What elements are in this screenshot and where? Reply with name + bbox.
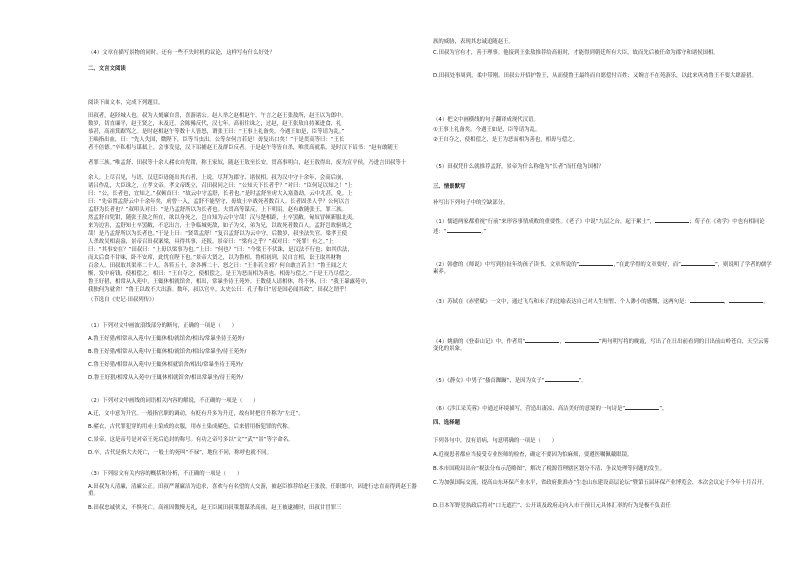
q2-option-d: D.卒，古代是指大夫死亡，一般士的死叫“不禄”，地位不同，称呼也就不同。 [88, 450, 272, 456]
answer-blank[interactable] [681, 259, 715, 266]
dictation-text: ； [689, 219, 695, 225]
dictation-item-4 [433, 336, 773, 354]
dictation-text: （5）《静女》中男子“搔首踟蹰”，是因为女子“ [433, 378, 545, 384]
passage-line: 然孟舒自髡钳，随张王敖之所在，欲以身死之，岂自知为云中守哉！汉与楚相距，士卒罢敝。匈奴冒顿新服北夷， [88, 215, 358, 221]
passage-line: 孟舒为长者也？”叔叩头对曰：“是乃孟舒所以为长者也。夫贯高等谋反，上下明诏，赵有敢随张王，罪三族。 [88, 207, 347, 213]
answer-blank[interactable] [690, 296, 724, 303]
answer-blank[interactable] [729, 296, 763, 303]
q3-option-b: B.田叔忠诚侠义，不惧死亡。高祖因傲慢无礼，赵王臣属田叔策划谋杀高祖，赵王被逮捕时，田叔甘冒罪三 [88, 505, 342, 511]
dictation-text: ”。 [578, 378, 587, 384]
dictation-text: （2）韩愈的《师说》中写到拉扯年幼孩子读书。文章所说的“ [433, 262, 580, 268]
q3-option-c: C.田叔为官有才，善于理事。他接到王张敖推荐给高祖时，才能得到朝廷所有大臣，故而先后被任命为郡守和诸侯国相。 [433, 50, 719, 56]
q2-option-b: B.赭衣，古代罪犯穿的用赤土染成的衣服，用赤土染成赭色，后来借用指犯罪的代称。 [88, 424, 293, 430]
choice-option-b: B.本市国税局出台“税法分布示范略图”，解决了税源管理辖区划分不清、争议处理等问题的发生。 [433, 466, 666, 472]
passage-line: 余人。上尽召见，与语，汉廷臣毋能出其右者，上说，尽拜为郡守、诸侯相。叔为汉中守十余年，会高后崩， [88, 175, 347, 181]
reading-instruction: 阅读下面文本，完成下列题目。 [88, 100, 164, 106]
passage-line: 而太后食不甘味，卧不安席，此忧在陛下也。”景帝大贤之，以为鲁相。鲁相初到，民自言相，讼王取其财物 [88, 255, 342, 261]
passage-line: 百余人。田叔取其渠率二十人，各笞五十，余各搏二十，怒之曰：“王非若主邪？何自敢言若主！”鲁王闻之大 [88, 263, 347, 269]
left-column [88, 0, 426, 562]
answer-blank[interactable] [525, 336, 559, 343]
dictation-item-5 [433, 375, 773, 385]
passage-line: 曰：“公，长者也，宜知之。”叔顿首曰：“故云中守孟舒，长者也。”是时孟舒坐虏大入塞盗劫，云中尤甚，免。上 [88, 191, 353, 197]
passage-line: 人杀故吴相袁盎，景帝召田叔案梁，具得其事，还报。景帝曰：“梁有之乎？”叔对曰：“死罪！有之。”上 [88, 239, 334, 245]
dictation-text: 荀子在《劝学》中也有相同论述：“ [433, 219, 765, 236]
q4-item-1: ①王事上礼备矣，今遇王如是，臣等请为乱。 [433, 127, 541, 133]
passage-line: 者罪三族。”唯孟舒、田叔等十余人赭衣自髡钳，称王家奴，随赵王敖至长安。贯高事明白，赵王敖得出，废为宣平侯，乃进言田叔等十 [88, 160, 407, 166]
answer-blank[interactable] [579, 259, 613, 266]
passage-line: 我独何为就舍！”鲁王以故不大出游。数年，叔以官卒。太史公曰：孔子称曰“居是国必闻其政”，田叔之谓乎！ [88, 287, 350, 293]
dictation-text: ”，则说明了学者的儒学素养。 [433, 262, 772, 276]
passage-line: 田叔者，赵陉城人也。叔为人刻廉自喜，喜游诸公。赵人举之赵相赵午，午言之赵王张敖所，赵王以为郎中。 [88, 113, 347, 119]
dictation-text: ，”在此学得的文章要好，而“ [613, 262, 681, 268]
dictation-text: ”两句明写将的晚霞，写出了在日出前看到的日出前山岭苍白，天空云雾变化的景象。 [433, 339, 769, 353]
q3-option-d: D.田叔处事周到，柔中带刚。田叔公开招护鲁王，从而使鲁王最终而自愿偿付百姓；又婉言不在苑游乐，以此来巩劝鲁王不要大肆游猎。 [433, 73, 757, 79]
dictation-item-6 [433, 403, 773, 413]
q4-item-2: ②王自夺之，使相偿之，是王为恶而相为善也，相毋与偿之。 [433, 137, 578, 143]
dictation-item-3 [433, 296, 773, 306]
answer-blank[interactable] [655, 216, 689, 223]
section-title-choice: 四、选择题 [433, 420, 460, 426]
dictation-text: （3）苏轼在《赤壁赋》一文中，通过飞鸟和未了的比喻表达自己对人生短暂、个人渺小的感慨，这两句是： [433, 299, 690, 305]
dictation-text: 。” [480, 229, 487, 236]
q2-stem: （2）下列对文中画线的词语相关内容的解说，不正确的一项是（ ） [88, 398, 259, 404]
dictation-item-1 [433, 216, 773, 237]
dictation-text: （4）姚鼐的《登泰山记》中，作者用“ [433, 339, 526, 345]
dictation-item-2 [433, 259, 773, 277]
passage-line: 诸吕作乱，大臣诛之，立孝文帝。孝文帝既立，召田叔问之曰：“公知天下长者乎？”对曰：“臣何足以知之！”上 [88, 183, 353, 189]
passage-line: 曰：“先帝置孟舒云中十余年矣，虏曾一入，孟舒不能坚守，毋故士卒战死者数百人。长者固杀人乎？公何以言 [88, 199, 350, 205]
answer-blank[interactable] [565, 336, 599, 343]
section-title-classical-reading: 二、文言文阅读 [88, 66, 126, 72]
choice-option-c: C.为加强国际交流，提高山东环保产业水平，省政府批准办“生态山东建设高层论坛”暨第五届环保产业博览会，本次会议定于今年十月召开。 [433, 480, 768, 486]
choice-stem: 下列各句中，没有语病，句意明确的一项是（ ） [433, 438, 557, 444]
q1-stem: （1）下列对文中画波浪线部分的断句，正确的一项是（ ） [88, 323, 237, 329]
passage-line: 曰：“其事安在？”田叔曰：“上毋以梁事为也。”上曰：“何也？”曰：“今梁王不伏诛，是汉法不行也；如其伏法， [88, 247, 353, 253]
dictation-text: 。 [763, 299, 769, 305]
q2-option-c: C.景帝，这是帝号是对帝王死后追封的称号。有功之帝号多以“文”“武”“景”等字命名。 [88, 437, 294, 443]
passage-line: 者不倍德。”卒私相与谋弑上。会事发觉，汉下诏捕赵王及群臣反者。于是赵午等皆自杀，唯贯高就系。是时汉下诏书：“赵有敢随王 [88, 145, 399, 151]
q4-question: （4）文章在描写景物的同时，还有一些不失时机的议论，这样写有什么好处？ [88, 50, 275, 56]
passage-line: 哉！是乃孟舒所以为长者也。”于是上曰：“贤哉孟舒！”复召孟舒以为云中守。后数岁，叔坐法失官。梁孝王使 [88, 231, 348, 237]
passage-line: 鲁王好猎，相常从入苑中，王辄休相就馆舍，相出，常暴坐待王苑外。王数使人请相休，终不休，曰：“我王暴露苑中， [88, 279, 372, 285]
dictation-intro: 补写出下列句子中的空缺部分。 [433, 200, 509, 206]
answer-blank[interactable] [625, 403, 659, 410]
choice-option-d: D.日本军野党执政后将对“口无遮拦”、公开谈及政府走向入市干预日元具体汇率的行为是极不负责任 [433, 503, 671, 509]
right-column [433, 0, 773, 562]
q1-option-d: D.鲁王好猎/相常从入苑中/王辄休相就馆舍/相出常暴坐/待王苑外/ [88, 375, 244, 381]
passage-line: 王啮指出血，曰：“先人失国，微陛下，臣等当虫出。公等奈何言若是！毋复出口矣！”于是贯高等曰：“王长 [88, 137, 345, 143]
choice-option-a: A.近视患者都应当接受专业医师的检查，确定不要因为怕麻烦，要遵医嘱佩戴眼镜。 [433, 452, 633, 458]
q1-option-a: A.鲁王好猎/相常从入苑中/王辄休相/就馆舍/相出/常暴坐待王苑外/ [88, 336, 245, 342]
q3-stem: （3）下列原文有关内容的概括和分析，不正确的一项是（ ） [88, 471, 243, 477]
passage-line: 惭，发中府钱，使相偿之。相曰：“王自夺之，使相偿之，是王为恶而相为善也。相毋与偿之。”于是王乃尽偿之。 [88, 271, 356, 277]
q3-option-b-continued: 族的威胁，表现其忠诚追随赵王。 [433, 39, 514, 45]
answer-blank[interactable] [447, 226, 481, 233]
q4-translation-stem: （4）把文中画横线的句子翻译成现代汉语。 [433, 117, 539, 123]
passage-line: 数岁，切直廉平，赵王贤之，未及迁。会陈豨反代，汉七年，高祖往诛之，过赵，赵王张敖自持案进食，礼 [88, 121, 342, 127]
dictation-text: （1）儒道两家都重视“行前”来形容事情成败的重要性。《老子》中说“九层之台，起于累土”， [433, 219, 656, 225]
dictation-text: ， [723, 299, 730, 305]
dictation-text: （6）《涉江采芙蓉》中通过环境描写，营造出凄凉、高洁美好的意境的一句诗是“ [433, 406, 626, 412]
passage-line: 来为边害，孟舒知士卒罢敝，不忍出言，士争临城死敌，如子为父，弟为兄，以故死者数百人。孟舒岂故驱战之 [88, 223, 353, 229]
q5-stem: （5）田叔凭什么就推荐孟舒，景帝为什么称他为“长者”而任他为国相？ [433, 164, 604, 170]
dictation-text: ， [559, 339, 565, 345]
q2-option-a: A.迁，文中意为升官。一般指官职的调动，有贬有升多为升迁，故有时把官升称为“左迁”。 [88, 411, 304, 417]
q1-option-c: C.鲁王好猎/相常从入苑中/王辄休相就馆舍/相出/常暴坐待王苑外/ [88, 362, 243, 368]
passage-line: 恭甚，高祖箕踞骂之。是时赵相赵午等数十人皆怒，谓张王曰：“王事上礼备矣，今遇王如是，臣等请为乱。” [88, 129, 345, 135]
dictation-text: ”。 [659, 406, 668, 412]
answer-blank[interactable] [545, 375, 579, 382]
section-title-dictation: 三、情景默写 [433, 184, 466, 190]
passage-source: （节选自《史记·田叔列传》） [88, 297, 158, 303]
q1-option-b: B.鲁王好猎/相常从入苑中/王辄休相/就馆舍/相出/常暴坐/待王苑外/ [88, 349, 247, 355]
q3-option-a: A.田叔为人清廉，清廉公正。田叔严谨廉洁为追求，喜欢与有名望的人交游，被赵臣推荐给赵王张敖，任职郎中，因进行忠直而得到赵王器重。 [88, 484, 417, 498]
